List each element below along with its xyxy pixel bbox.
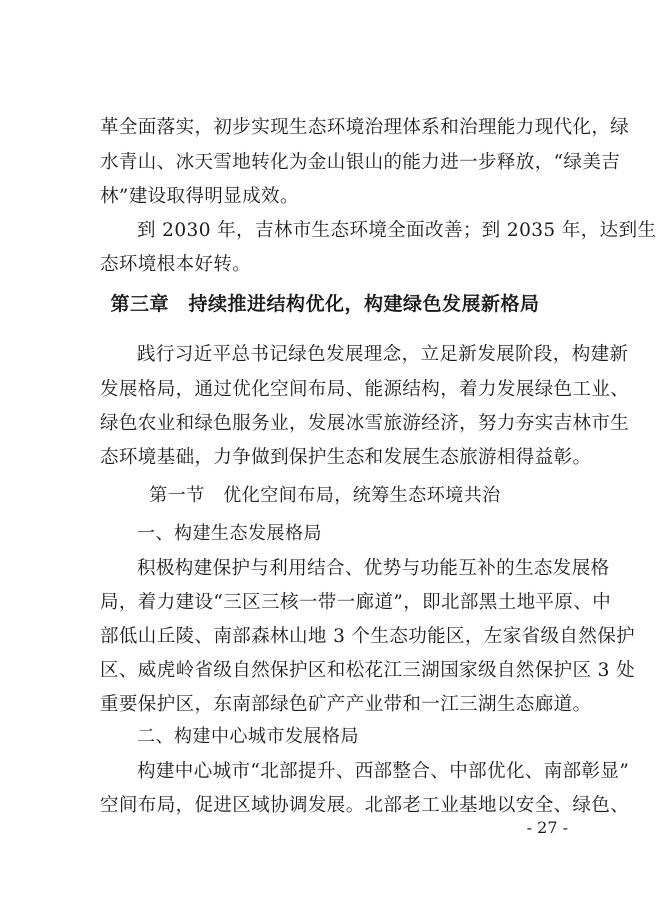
s1-line-5: 重要保护区，东南部绿色矿产产业带和一江三湖生态廊道。 xyxy=(100,694,592,715)
s2-line-1: 构建中心城市“北部提升、西部整合、中部优化、南部彰显” xyxy=(137,761,630,782)
goal-line-1: 到 2030 年，吉林市生态环境全面改善；到 2035 年，达到生 xyxy=(137,220,656,241)
chapter-body-line-1: 践行习近平总书记绿色发展理念，立足新发展阶段，构建新 xyxy=(137,344,629,365)
chapter-body-line-3: 绿色农业和绿色服务业，发展冰雪旅游经济，努力夯实吉林市生 xyxy=(100,413,630,434)
subsection-1-heading: 一、构建生态发展格局 xyxy=(137,523,322,544)
s1-line-2: 局，着力建设“三区三核一带一廊道”，即北部黑土地平原、中 xyxy=(100,592,612,613)
section-title: 第一节 优化空间布局，统筹生态环境共治 xyxy=(149,485,501,506)
chapter-body-line-2: 发展格局，通过优化空间布局、能源结构，着力发展绿色工业、 xyxy=(100,379,630,400)
page-number: - 27 - xyxy=(526,818,568,837)
subsection-2-heading: 二、构建中心城市发展格局 xyxy=(137,726,359,747)
s1-line-1: 积极构建保护与利用结合、优势与功能互补的生态发展格 xyxy=(137,558,610,579)
s1-line-3: 部低山丘陵、南部森林山地 3 个生态功能区，左家省级自然保护 xyxy=(100,626,636,647)
intro-line-1: 革全面落实，初步实现生态环境治理体系和治理能力现代化，绿 xyxy=(100,117,630,138)
chapter-title: 第三章 持续推进结构优化，构建绿色发展新格局 xyxy=(110,293,540,315)
intro-line-3: 林”建设取得明显成效。 xyxy=(100,186,299,207)
intro-line-2: 水青山、冰天雪地转化为金山银山的能力进一步释放，“绿美吉 xyxy=(100,152,621,173)
s1-line-4: 区、威虎岭省级自然保护区和松花江三湖国家级自然保护区 3 处 xyxy=(100,660,636,681)
chapter-body-line-4: 态环境基础，力争做到保护生态和发展生态旅游相得益彰。 xyxy=(100,447,592,468)
goal-line-2: 态环境根本好转。 xyxy=(100,254,252,275)
s2-line-2: 空间布局，促进区域协调发展。北部老工业基地以安全、绿色、 xyxy=(100,795,630,816)
